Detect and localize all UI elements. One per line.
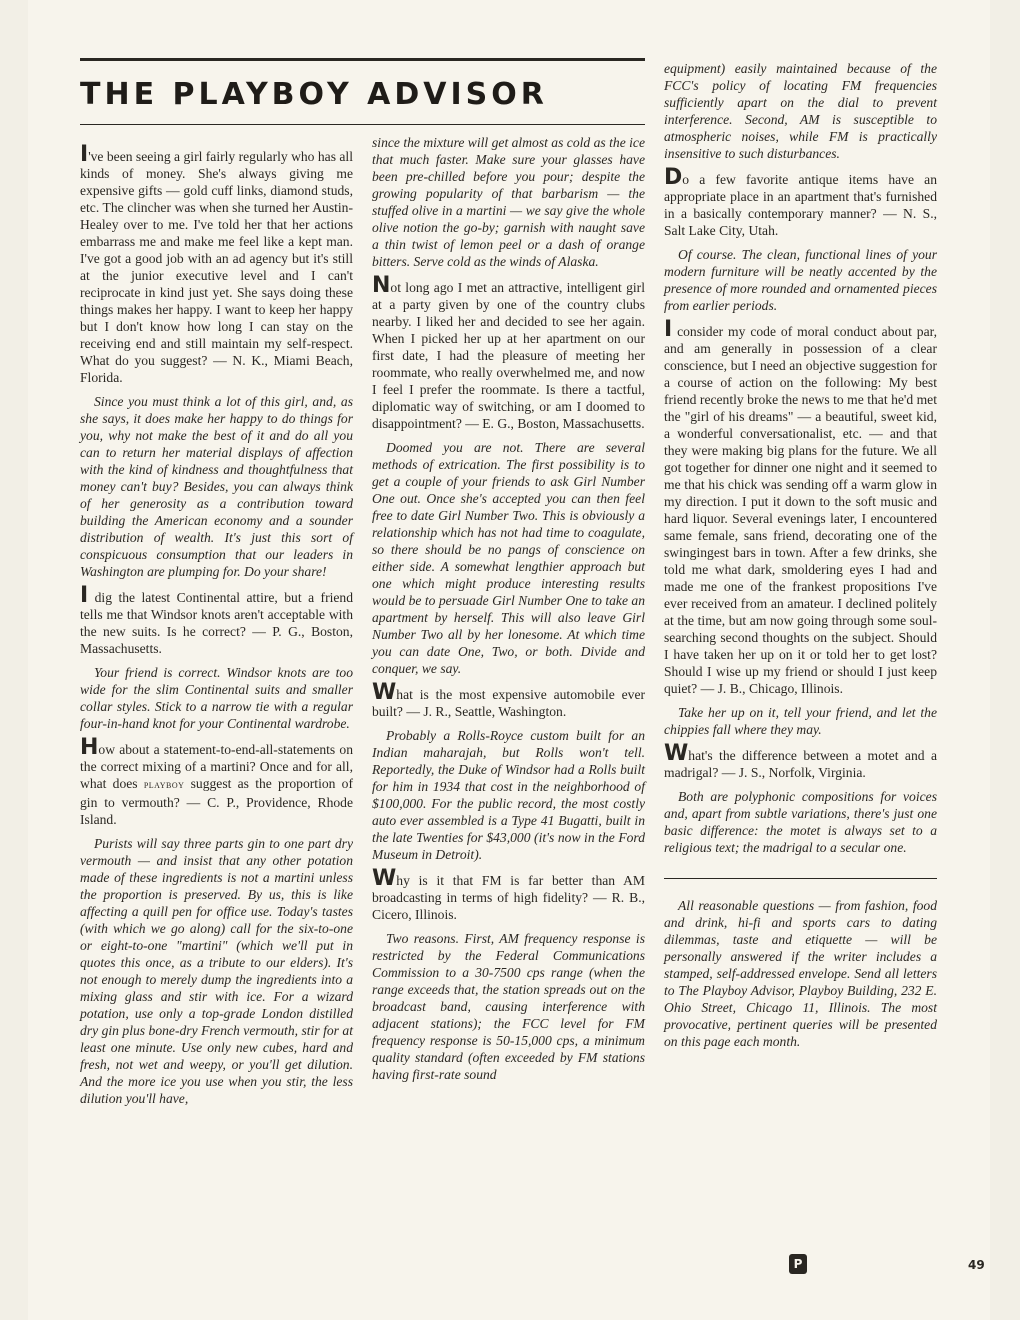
drop-cap: H xyxy=(80,735,99,760)
submission-note: All reasonable questions — from fashion, food and drink, hi-fi and sports cars to dating dilemmas, taste and etiquette — will be personally answered if the writer includes a stamped, self-addressed envelope. Send all letters to The Playboy Advisor, Playboy Building, 232 E. Ohio Street, Chicago 11, Illinois. The most provocative, pertinent queries will be presented on this page each month. xyxy=(664,898,937,1049)
answer-7: Of course. The clean, functional lines of your modern furniture will be neatly accented by the presence of more rounded and ornamented pieces from earlier periods. xyxy=(664,247,937,313)
answer-4: Doomed you are not. There are several methods of extrication. The first possibility is to get a couple of your friends to ask Girl Number One out. Once she's accepted you can then feel free to date Girl Number Two. This is obviously a relationship which has not had time to coagulate, so there should be no pangs of conscience on either side. A somewhat lengthier approach but one which might produce interesting results would be to persuade Girl Number One to take an apartment by herself. This will also leave Girl Number Two all by her lonesome. At which time you can date One, Two, or both. Divide and conquer, we say. xyxy=(372,440,645,676)
question-text: hat's the difference between a motet and a madrigal? — J. S., Norfolk, Virginia. xyxy=(664,748,937,780)
drop-cap: W xyxy=(664,741,689,766)
page-title: THE PLAYBOY ADVISOR xyxy=(80,77,548,112)
drop-cap: I xyxy=(80,142,89,167)
question-6 xyxy=(372,866,645,923)
answer-3: Purists will say three parts gin to one part dry vermouth — and insist that any other potation made of these ingredients is not a martini unless the proportion is preserved. By us, this is like affecting a quill pen for office use. Today's tastes (with which we go along) call for the six-to-one or eight-to-one "martini" (which we'll put in quotes this once, as a tribute to our elders). It's not enough to merely dump the ingredients into a mixing glass and stir with ice. For a wizard potation, use only a top-grade London distilled dry gin plus bone-dry French vermouth, stir for at least one minute. Use only new cubes, hard and fresh, not wet and weepy, or you'll get dilution. And the more ice you use when you stir, the less dilution you'll have, xyxy=(80,836,353,1106)
question-8 xyxy=(664,317,937,697)
answer-3-continued: since the mixture will get almost as cold as the ice that much faster. Make sure your glasses have been pre-chilled before you pour; despite the growing popularity of that barbarism — the stuffed olive in a martini — we say give the whole olive notion the go-by; garnish with naught save a thin twist of lemon peel or a dash of orange bitters. Serve cold as the winds of Alaska. xyxy=(372,135,645,269)
question-text: suggest as the proportion of gin to vermouth? — C. P., Providence, Rhode Island. xyxy=(80,776,353,827)
question-7 xyxy=(664,165,937,239)
footer-divider xyxy=(664,878,937,879)
drop-cap: W xyxy=(372,680,397,705)
question-text: hat is the most expensive automobile ever built? — J. R., Seattle, Washington. xyxy=(372,687,645,719)
column-3 xyxy=(664,60,937,1057)
magazine-page xyxy=(28,0,990,1320)
question-text: dig the latest Continental attire, but a friend tells me that Windsor knots aren't acceptable with the new suits. Is he correct? — P. G., Boston, Massachusetts. xyxy=(80,590,353,656)
question-2 xyxy=(80,583,353,657)
answer-6: Two reasons. First, AM frequency response is restricted by the Federal Communications Commission to a 30-7500 cps range (when the range exceeds that, the station spreads out on the broadcast band, causing interference with adjacent stations); the FCC level for FM frequency response is 50-15,000 cps, a minimum quality standard (often exceeded by FM stations having first-rate sound xyxy=(372,931,645,1082)
title-rule-bottom xyxy=(80,124,645,125)
answer-2: Your friend is correct. Windsor knots are too wide for the slim Continental suits and smaller collar styles. Stick to a narrow tie with a regular four-in-hand knot for your Continental wardrobe. xyxy=(80,665,353,731)
playboy-brand: playboy xyxy=(143,779,185,791)
question-3 xyxy=(80,735,353,828)
title-rule-top xyxy=(80,58,645,61)
question-text: ow about a statement-to-end-all-statements on the correct mixing of a martini? Once and for all, what does xyxy=(80,742,353,791)
answer-1: Since you must think a lot of this girl, and, as she says, it does make her happy to do things for you, why not make the best of it and do all you can to return her material displays of affection with the kind of kindness and thoughtfulness that money can't buy? Besides, you can always think of her generosity as a contribution toward building the American economy and a sounder distribution of wealth. It's just this sort of conspicuous consumption that our leaders in Washington are plumping for. Do your share! xyxy=(80,394,353,579)
question-text: consider my code of moral conduct about par, and am generally in possession of a clear conscience, but I need an objective suggestion for a course of action on the following: My best friend recently broke the news to me that he'd met the "girl of his dreams" — a beautiful, sweet kid, a wonderful conversationalist, etc. — and that they were making big plans for the future. We all got together for dinner one night and it seemed to me that his chick was sending off a warm glow in my direction. I put it down to the soft music and hard liquor. Several evenings later, I encountered same female, sans friend, decorating one of the swingingest bars in town. After a few drinks, she told me what dark, smoldering eyes I had and made me one of the frankest propositions I've ever received from an amateur. I declined politely at the time, but am now going through some soul-searching second thoughts on the subject. Should I have taken her up on it or told her to get lost? Should I wise up my friend or should I just keep quiet? — J. B., Chicago, Illinois. xyxy=(664,324,937,696)
drop-cap: I xyxy=(80,583,89,608)
question-text: 've been seeing a girl fairly regularly who has all kinds of money. She's always giving me expensive gifts — gold cuff links, diamond studs, etc. The clincher was when she turned her Austin-Healey over to me. I've told her that her actions embarrass me and make me feel like a kept man. I've got a good job with an ad agency but it's still at the junior executive level and I can't reciprocate in kind just yet. She says doing these things makes her happy. I want to keep her happy but I don't know how long I can stay on the receiving end and still maintain my self-respect. What do you suggest? — N. K., Miami Beach, Florida. xyxy=(80,149,353,385)
question-text: o a few favorite antique items have an appropriate place in an apartment that's furnished in a basically contemporary manner? — N. S., Salt Lake City, Utah. xyxy=(664,172,937,238)
page-number: 49 xyxy=(968,1258,985,1272)
drop-cap: W xyxy=(372,866,397,891)
rabbit-logo-icon: P xyxy=(789,1254,807,1274)
masthead xyxy=(80,58,645,125)
answer-5: Probably a Rolls-Royce custom built for an Indian maharajah, but Rolls won't tell. Reportedly, the Duke of Windsor had a Rolls built for him in 1934 that cost in the neighborhood of $100,000. For the public record, the most costly auto ever assembled is a Type 41 Bugatti, built in the late Twenties for $43,000 (it's now in the Ford Museum in Detroit). xyxy=(372,728,645,862)
question-4 xyxy=(372,273,645,432)
question-text: ot long ago I met an attractive, intelligent girl at a party given by one of the country clubs nearby. I liked her and decided to see her again. When I picked her up at her apartment on our first date, I had the pleasure of meeting her roommate, who really overwhelmed me, and now I feel I prefer the roommate. Is there a tactful, diplomatic way of switching, or am I doomed to disappointment? — E. G., Boston, Massachusetts. xyxy=(372,280,645,431)
question-text: hy is it that FM is far better than AM broadcasting in terms of high fidelity? — R. B., Cicero, Illinois. xyxy=(372,873,645,922)
answer-8: Take her up on it, tell your friend, and let the chippies fall where they may. xyxy=(664,705,937,737)
answer-6-continued: equipment) easily maintained because of the FCC's policy of locating FM frequencies sufficiently apart on the dial to prevent interference. Second, AM is susceptible to atmospheric noises, while FM is practically insensitive to such disturbances. xyxy=(664,61,937,161)
drop-cap: D xyxy=(664,165,683,190)
drop-cap: N xyxy=(372,273,391,298)
column-1 xyxy=(80,142,353,1114)
question-9 xyxy=(664,741,937,781)
question-1 xyxy=(80,142,353,386)
drop-cap: I xyxy=(664,317,673,342)
question-5 xyxy=(372,680,645,720)
column-2 xyxy=(372,134,645,1090)
answer-9: Both are polyphonic compositions for voices and, apart from subtle variations, there's just one basic difference: the motet is always set to a religious text; the madrigal to a secular one. xyxy=(664,789,937,855)
